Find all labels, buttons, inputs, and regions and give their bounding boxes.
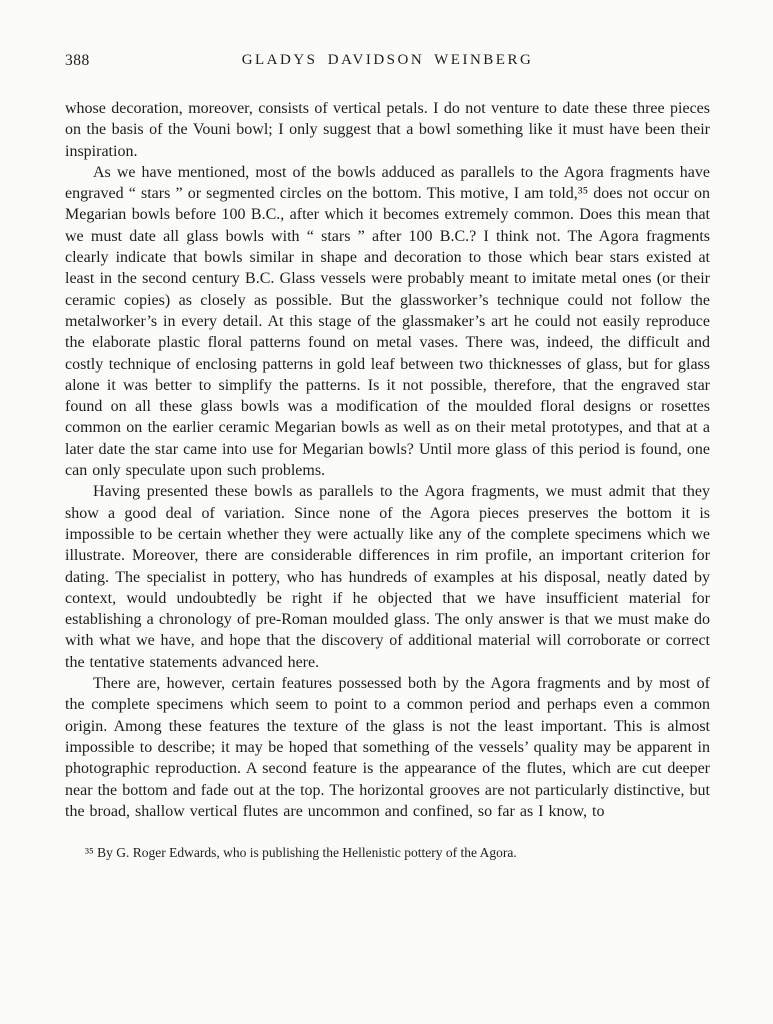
page-number: 388 bbox=[65, 52, 90, 69]
running-header: GLADYS DAVIDSON WEINBERG bbox=[241, 52, 534, 68]
footnote: ³⁵ By G. Roger Edwards, who is publishing the Hellenistic pottery of the Agora. bbox=[85, 845, 517, 861]
body-text bbox=[65, 98, 710, 822]
page-header bbox=[65, 52, 710, 72]
paragraph: whose decoration, moreover, consists of vertical petals. I do not venture to date these three pieces on the basis of the Vouni bowl; I only suggest that a bowl something like it must have been their inspiration. bbox=[65, 100, 710, 160]
paragraph: There are, however, certain features possessed both by the Agora fragments and by most of the complete specimens which seem to point to a common period and perhaps even a common origin. Among these features the texture of the glass is not the least important. This is almost impossible to describe; it may be hoped that something of the vessels’ quality may be apparent in photographic reproduction. A second feature is the appearance of the flutes, which are cut deeper near the bottom and fade out at the top. The horizontal grooves are not particularly distinctive, but the broad, shallow vertical flutes are uncommon and confined, so far as I know, to bbox=[65, 675, 710, 820]
paragraph: Having presented these bowls as parallels to the Agora fragments, we must admit that they show a good deal of variation. Since none of the Agora pieces preserves the bottom it is impossible to be certain whether they were actually like any of the complete specimens which we illustrate. Moreover, there are considerable differences in rim profile, an important criterion for dating. The specialist in pottery, who has hundreds of examples at his disposal, neatly dated by context, would undoubtedly be right if he objected that we have insufficient material for establishing a chronology of pre-Roman moulded glass. The only answer is that we must make do with what we have, and hope that the discovery of additional material will corroborate or correct the tentative statements advanced here. bbox=[65, 483, 710, 671]
paragraph: As we have mentioned, most of the bowls adduced as parallels to the Agora fragments have engraved “ stars ” or segmented circles on the bottom. This motive, I am told,³⁵ does not occur on Megarian bowls before 100 B.C., after which it becomes extremely common. Does this mean that we must date all glass bowls with “ stars ” after 100 B.C.? I think not. The Agora fragments clearly indicate that bowls similar in shape and decoration to those which bear stars existed at least in the second century B.C. Glass vessels were probably meant to imitate metal ones (or their ceramic copies) as closely as possible. But the glassworker’s technique could not follow the metalworker’s in every detail. At this stage of the glassmaker’s art he could not easily reproduce the elaborate plastic floral patterns found on metal vases. There was, indeed, the difficult and costly technique of enclosing patterns in gold leaf between two thicknesses of glass, but for glass alone it was better to simplify the patterns. Is it not possible, therefore, that the engraved star found on all these glass bowls was a modification of the moulded floral designs or rosettes common on the earlier ceramic Megarian bowls as well as on their metal prototypes, and that at a later date the star came into use for Megarian bowls? Until more glass of this period is found, one can only speculate upon such problems. bbox=[65, 163, 710, 480]
